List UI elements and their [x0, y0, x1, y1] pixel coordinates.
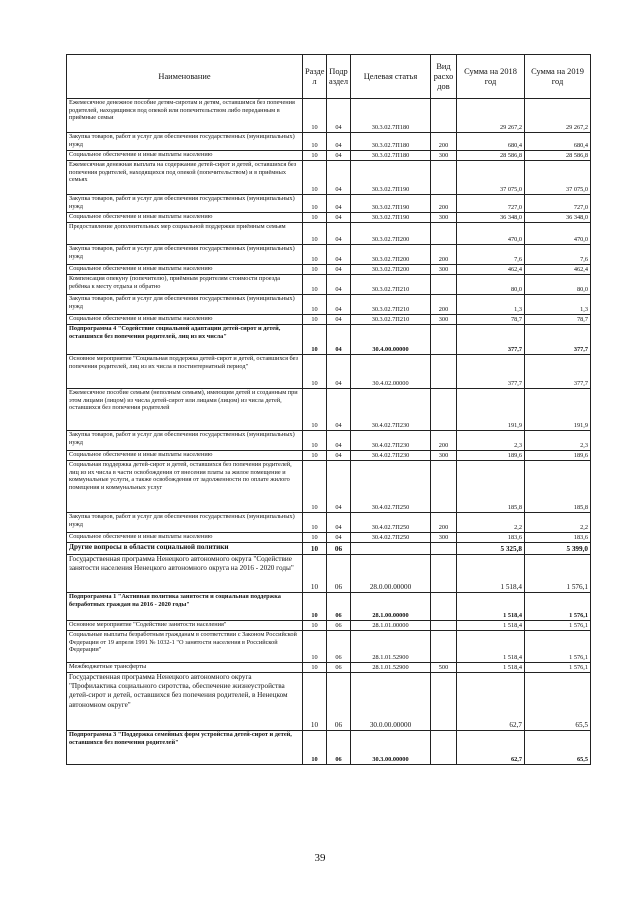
- row-subsection: 04: [327, 451, 351, 461]
- row-sum-2019: 1,3: [525, 295, 591, 315]
- row-subsection: 06: [327, 631, 351, 663]
- row-sum-2019: 1 576,1: [525, 663, 591, 673]
- row-expense-type: [431, 161, 457, 195]
- table-row: [67, 245, 591, 265]
- row-section: 10: [303, 631, 327, 663]
- row-sum-2019: 28 586,8: [525, 151, 591, 161]
- row-section: 10: [303, 543, 327, 555]
- row-name: Подпрограмма 4 "Содействие социальной адаптации детей-сирот и детей, оставшихся без попечения родителей, лиц из их числа": [67, 325, 303, 355]
- row-sum-2018: 28 586,8: [457, 151, 525, 161]
- row-target: 30.3.02.7П210: [351, 275, 431, 295]
- row-target: 30.3.02.7П210: [351, 315, 431, 325]
- table-row: [67, 431, 591, 451]
- row-section: 10: [303, 245, 327, 265]
- budget-table-page: [66, 54, 590, 765]
- table-row: [67, 731, 591, 765]
- row-subsection: 04: [327, 133, 351, 151]
- row-sum-2019: 65,5: [525, 731, 591, 765]
- row-name: Социальная поддержка детей-сирот и детей, оставшихся без попечения родителей, лиц из их числа в части освобождения от внесения платы за жилое помещение и коммунальные услуги, а также освобождения от задолженности по оплате жилого помещения и коммунальных услуг: [67, 461, 303, 513]
- row-subsection: 04: [327, 315, 351, 325]
- page-number: 39: [314, 852, 326, 864]
- row-subsection: 04: [327, 295, 351, 315]
- row-sum-2018: 5 325,8: [457, 543, 525, 555]
- row-subsection: 04: [327, 275, 351, 295]
- row-expense-type: 300: [431, 533, 457, 543]
- row-sum-2018: 377,7: [457, 355, 525, 389]
- row-section: 10: [303, 593, 327, 621]
- row-name: Основное мероприятие "Содействие занятости населения": [67, 621, 303, 631]
- row-name: Закупка товаров, работ и услуг для обеспечения государственных (муниципальных) нужд: [67, 245, 303, 265]
- row-expense-type: 500: [431, 663, 457, 673]
- row-sum-2018: 727,0: [457, 195, 525, 213]
- row-expense-type: [431, 631, 457, 663]
- row-name: Компенсация опекуну (попечителю), приёмным родителям стоимости проезда ребёнка к месту отдыха и обратно: [67, 275, 303, 295]
- row-name: Закупка товаров, работ и услуг для обеспечения государственных (муниципальных) нужд: [67, 133, 303, 151]
- row-expense-type: [431, 731, 457, 765]
- row-name: Ежемесячное денежное пособие детям-сиротам и детям, оставшимся без попечения родителей, находящимся под опекой или попечительством либо переданным в приёмные семьи: [67, 99, 303, 133]
- row-sum-2019: 65,5: [525, 673, 591, 731]
- row-subsection: 06: [327, 593, 351, 621]
- row-subsection: 04: [327, 265, 351, 275]
- row-sum-2018: 462,4: [457, 265, 525, 275]
- row-target: 30.4.02.7П250: [351, 461, 431, 513]
- table-row: [67, 555, 591, 593]
- table-row: [67, 223, 591, 245]
- row-subsection: 06: [327, 731, 351, 765]
- row-target: 30.3.02.7П190: [351, 161, 431, 195]
- row-expense-type: 200: [431, 245, 457, 265]
- row-subsection: 04: [327, 431, 351, 451]
- row-expense-type: 200: [431, 295, 457, 315]
- row-expense-type: [431, 621, 457, 631]
- row-section: 10: [303, 265, 327, 275]
- table-row: [67, 355, 591, 389]
- row-sum-2018: 80,0: [457, 275, 525, 295]
- row-section: 10: [303, 461, 327, 513]
- row-expense-type: [431, 355, 457, 389]
- row-name: Ежемесячное пособие семьям (неполным семьям), имеющим детей и созданным при этом лицами (лицом) из числа детей-сирот или лицами (лицом) из числа детей, оставшихся без попечения родителей: [67, 389, 303, 431]
- row-sum-2018: 7,6: [457, 245, 525, 265]
- row-section: 10: [303, 355, 327, 389]
- row-expense-type: 200: [431, 133, 457, 151]
- row-section: 10: [303, 731, 327, 765]
- row-target: 28.1.01.52900: [351, 631, 431, 663]
- row-expense-type: 300: [431, 151, 457, 161]
- row-section: 10: [303, 223, 327, 245]
- row-section: 10: [303, 673, 327, 731]
- row-sum-2018: 470,0: [457, 223, 525, 245]
- row-section: 10: [303, 133, 327, 151]
- row-sum-2018: 2,2: [457, 513, 525, 533]
- row-target: 30.3.02.7П190: [351, 213, 431, 223]
- row-sum-2019: 80,0: [525, 275, 591, 295]
- table-row: [67, 543, 591, 555]
- row-sum-2019: 5 399,0: [525, 543, 591, 555]
- row-expense-type: 300: [431, 265, 457, 275]
- row-subsection: 04: [327, 161, 351, 195]
- row-expense-type: [431, 593, 457, 621]
- row-section: 10: [303, 533, 327, 543]
- row-name: Подпрограмма 3 "Поддержка семейных форм устройства детей-сирот и детей, оставшихся без попечения родителей": [67, 731, 303, 765]
- row-subsection: 04: [327, 389, 351, 431]
- row-subsection: 06: [327, 555, 351, 593]
- row-target: 30.4.02.7П250: [351, 533, 431, 543]
- row-sum-2019: 1 576,1: [525, 593, 591, 621]
- table-row: [67, 663, 591, 673]
- row-name: Государственная программа Ненецкого автономного округа "Содействие занятости населения Ненецкого автономного округа на 2016 - 2020 годы": [67, 555, 303, 593]
- row-section: 10: [303, 213, 327, 223]
- budget-table: [66, 54, 591, 765]
- row-target: 30.4.02.7П230: [351, 431, 431, 451]
- row-subsection: 04: [327, 533, 351, 543]
- row-sum-2019: 2,2: [525, 513, 591, 533]
- row-name: Государственная программа Ненецкого автономного округа "Профилактика социального сиротства, обеспечение жизнеустройства детей-сирот и детей, оставшихся без попечения родителей, в Ненецком автономном округе": [67, 673, 303, 731]
- row-name: Другие вопросы в области социальной политики: [67, 543, 303, 555]
- row-expense-type: 200: [431, 513, 457, 533]
- row-sum-2018: 37 075,0: [457, 161, 525, 195]
- row-sum-2019: 191,9: [525, 389, 591, 431]
- row-section: 10: [303, 315, 327, 325]
- row-name: Социальные выплаты безработным гражданам в соответствии с Законом Российской Федерации от 19 апреля 1991 № 1032-1 "О занятости населения в Российской Федерации": [67, 631, 303, 663]
- row-sum-2019: 377,7: [525, 355, 591, 389]
- row-sum-2019: 462,4: [525, 265, 591, 275]
- row-section: 10: [303, 621, 327, 631]
- row-target: 30.3.02.7П190: [351, 195, 431, 213]
- row-sum-2019: 7,6: [525, 245, 591, 265]
- header-target: Целевая статья: [351, 55, 431, 99]
- row-sum-2018: 78,7: [457, 315, 525, 325]
- row-section: 10: [303, 161, 327, 195]
- row-expense-type: [431, 673, 457, 731]
- row-expense-type: [431, 99, 457, 133]
- header-subsection: Подр аздел: [327, 55, 351, 99]
- row-sum-2019: 29 267,2: [525, 99, 591, 133]
- table-row: [67, 133, 591, 151]
- table-row: [67, 673, 591, 731]
- row-sum-2018: 377,7: [457, 325, 525, 355]
- table-row: [67, 325, 591, 355]
- row-section: 10: [303, 389, 327, 431]
- row-expense-type: 200: [431, 431, 457, 451]
- row-subsection: 06: [327, 673, 351, 731]
- row-name: Закупка товаров, работ и услуг для обеспечения государственных (муниципальных) нужд: [67, 195, 303, 213]
- row-sum-2018: 191,9: [457, 389, 525, 431]
- row-section: 10: [303, 325, 327, 355]
- table-row: [67, 461, 591, 513]
- row-sum-2019: 36 348,0: [525, 213, 591, 223]
- row-sum-2019: 1 576,1: [525, 631, 591, 663]
- row-name: Закупка товаров, работ и услуг для обеспечения государственных (муниципальных) нужд: [67, 513, 303, 533]
- row-sum-2018: 1 518,4: [457, 621, 525, 631]
- row-section: 10: [303, 555, 327, 593]
- row-sum-2019: 377,7: [525, 325, 591, 355]
- row-sum-2019: 470,0: [525, 223, 591, 245]
- row-expense-type: [431, 325, 457, 355]
- row-sum-2019: 185,8: [525, 461, 591, 513]
- row-section: 10: [303, 663, 327, 673]
- row-subsection: 06: [327, 621, 351, 631]
- row-sum-2018: 1 518,4: [457, 555, 525, 593]
- table-row: [67, 389, 591, 431]
- row-expense-type: [431, 543, 457, 555]
- row-name: Ежемесячная денежная выплата на содержание детей-сирот и детей, оставшихся без попечения родителей, находящихся под опекой (попечительством) и в приёмных семьях: [67, 161, 303, 195]
- row-sum-2019: 78,7: [525, 315, 591, 325]
- row-sum-2019: 1 576,1: [525, 621, 591, 631]
- row-sum-2019: 37 075,0: [525, 161, 591, 195]
- row-expense-type: 300: [431, 315, 457, 325]
- row-sum-2018: 2,3: [457, 431, 525, 451]
- row-subsection: 04: [327, 461, 351, 513]
- row-subsection: 04: [327, 513, 351, 533]
- row-target: 30.4.02.7П230: [351, 451, 431, 461]
- table-row: [67, 295, 591, 315]
- header-expense-type: Вид расхо дов: [431, 55, 457, 99]
- table-row: [67, 631, 591, 663]
- row-name: Социальное обеспечение и иные выплаты населению: [67, 451, 303, 461]
- row-sum-2018: 62,7: [457, 731, 525, 765]
- row-sum-2018: 36 348,0: [457, 213, 525, 223]
- table-row: [67, 593, 591, 621]
- row-sum-2018: 29 267,2: [457, 99, 525, 133]
- row-name: Предоставление дополнительных мер социальной поддержки приёмным семьям: [67, 223, 303, 245]
- row-sum-2019: 183,6: [525, 533, 591, 543]
- table-row: [67, 315, 591, 325]
- row-sum-2018: 1 518,4: [457, 631, 525, 663]
- row-section: 10: [303, 275, 327, 295]
- row-target: 30.4.02.7П230: [351, 389, 431, 431]
- row-section: 10: [303, 513, 327, 533]
- row-target: 28.1.00.00000: [351, 593, 431, 621]
- row-expense-type: [431, 389, 457, 431]
- row-subsection: 04: [327, 151, 351, 161]
- table-row: [67, 621, 591, 631]
- row-target: 30.3.00.00000: [351, 731, 431, 765]
- row-expense-type: 200: [431, 195, 457, 213]
- row-sum-2019: 727,0: [525, 195, 591, 213]
- row-target: 30.0.00.00000: [351, 673, 431, 731]
- row-target: [351, 543, 431, 555]
- row-target: 28.1.01.00000: [351, 621, 431, 631]
- row-section: 10: [303, 451, 327, 461]
- row-target: 30.3.02.7П210: [351, 295, 431, 315]
- row-sum-2018: 189,6: [457, 451, 525, 461]
- header-sum-2018: Сумма на 2018 год: [457, 55, 525, 99]
- row-section: 10: [303, 295, 327, 315]
- row-subsection: 04: [327, 245, 351, 265]
- table-row: [67, 533, 591, 543]
- row-name: Подпрограмма 1 "Активная политика занятости и социальная поддержка безработных граждан на 2016 - 2020 годы": [67, 593, 303, 621]
- header-sum-2019: Сумма на 2019 год: [525, 55, 591, 99]
- header-name: Наименование: [67, 55, 303, 99]
- row-name: Межбюджетные трансферты: [67, 663, 303, 673]
- row-sum-2019: 189,6: [525, 451, 591, 461]
- row-name: Социальное обеспечение и иные выплаты населению: [67, 315, 303, 325]
- row-name: Основное мероприятие "Социальная поддержка детей-сирот и детей, оставшихся без попечения родителей, лиц из их числа в постинтернатный период": [67, 355, 303, 389]
- row-subsection: 04: [327, 325, 351, 355]
- row-expense-type: [431, 275, 457, 295]
- table-row: [67, 151, 591, 161]
- row-target: 30.3.02.7П200: [351, 245, 431, 265]
- header-section: Разде л: [303, 55, 327, 99]
- row-expense-type: 300: [431, 451, 457, 461]
- row-target: 28.0.00.00000: [351, 555, 431, 593]
- row-sum-2018: 183,6: [457, 533, 525, 543]
- table-row: [67, 213, 591, 223]
- row-subsection: 04: [327, 223, 351, 245]
- table-row: [67, 99, 591, 133]
- row-subsection: 06: [327, 543, 351, 555]
- table-row: [67, 275, 591, 295]
- row-section: 10: [303, 99, 327, 133]
- row-sum-2019: 2,3: [525, 431, 591, 451]
- row-name: Социальное обеспечение и иные выплаты населению: [67, 265, 303, 275]
- table-body: [67, 99, 591, 765]
- row-name: Социальное обеспечение и иные выплаты населению: [67, 151, 303, 161]
- row-target: 30.3.02.7П180: [351, 99, 431, 133]
- row-sum-2018: 1 518,4: [457, 663, 525, 673]
- row-subsection: 06: [327, 663, 351, 673]
- row-target: 30.3.02.7П180: [351, 151, 431, 161]
- row-subsection: 04: [327, 355, 351, 389]
- table-row: [67, 451, 591, 461]
- row-expense-type: 300: [431, 213, 457, 223]
- row-section: 10: [303, 151, 327, 161]
- row-name: Закупка товаров, работ и услуг для обеспечения государственных (муниципальных) нужд: [67, 431, 303, 451]
- row-target: 30.4.00.00000: [351, 325, 431, 355]
- table-row: [67, 265, 591, 275]
- table-row: [67, 195, 591, 213]
- row-subsection: 04: [327, 213, 351, 223]
- table-header-row: [67, 55, 591, 99]
- row-sum-2018: 680,4: [457, 133, 525, 151]
- table-row: [67, 161, 591, 195]
- row-name: Социальное обеспечение и иные выплаты населению: [67, 213, 303, 223]
- row-subsection: 04: [327, 99, 351, 133]
- row-section: 10: [303, 431, 327, 451]
- row-target: 30.4.02.00000: [351, 355, 431, 389]
- row-sum-2018: 1 518,4: [457, 593, 525, 621]
- row-subsection: 04: [327, 195, 351, 213]
- row-target: 30.3.02.7П200: [351, 265, 431, 275]
- row-name: Социальное обеспечение и иные выплаты населению: [67, 533, 303, 543]
- row-name: Закупка товаров, работ и услуг для обеспечения государственных (муниципальных) нужд: [67, 295, 303, 315]
- row-sum-2018: 62,7: [457, 673, 525, 731]
- row-section: 10: [303, 195, 327, 213]
- row-sum-2019: 680,4: [525, 133, 591, 151]
- table-row: [67, 513, 591, 533]
- row-expense-type: [431, 555, 457, 593]
- row-sum-2018: 185,8: [457, 461, 525, 513]
- row-target: 30.3.02.7П200: [351, 223, 431, 245]
- row-expense-type: [431, 461, 457, 513]
- row-sum-2018: 1,3: [457, 295, 525, 315]
- row-target: 30.4.02.7П250: [351, 513, 431, 533]
- row-sum-2019: 1 576,1: [525, 555, 591, 593]
- row-expense-type: [431, 223, 457, 245]
- row-target: 30.3.02.7П180: [351, 133, 431, 151]
- row-target: 28.1.01.52900: [351, 663, 431, 673]
